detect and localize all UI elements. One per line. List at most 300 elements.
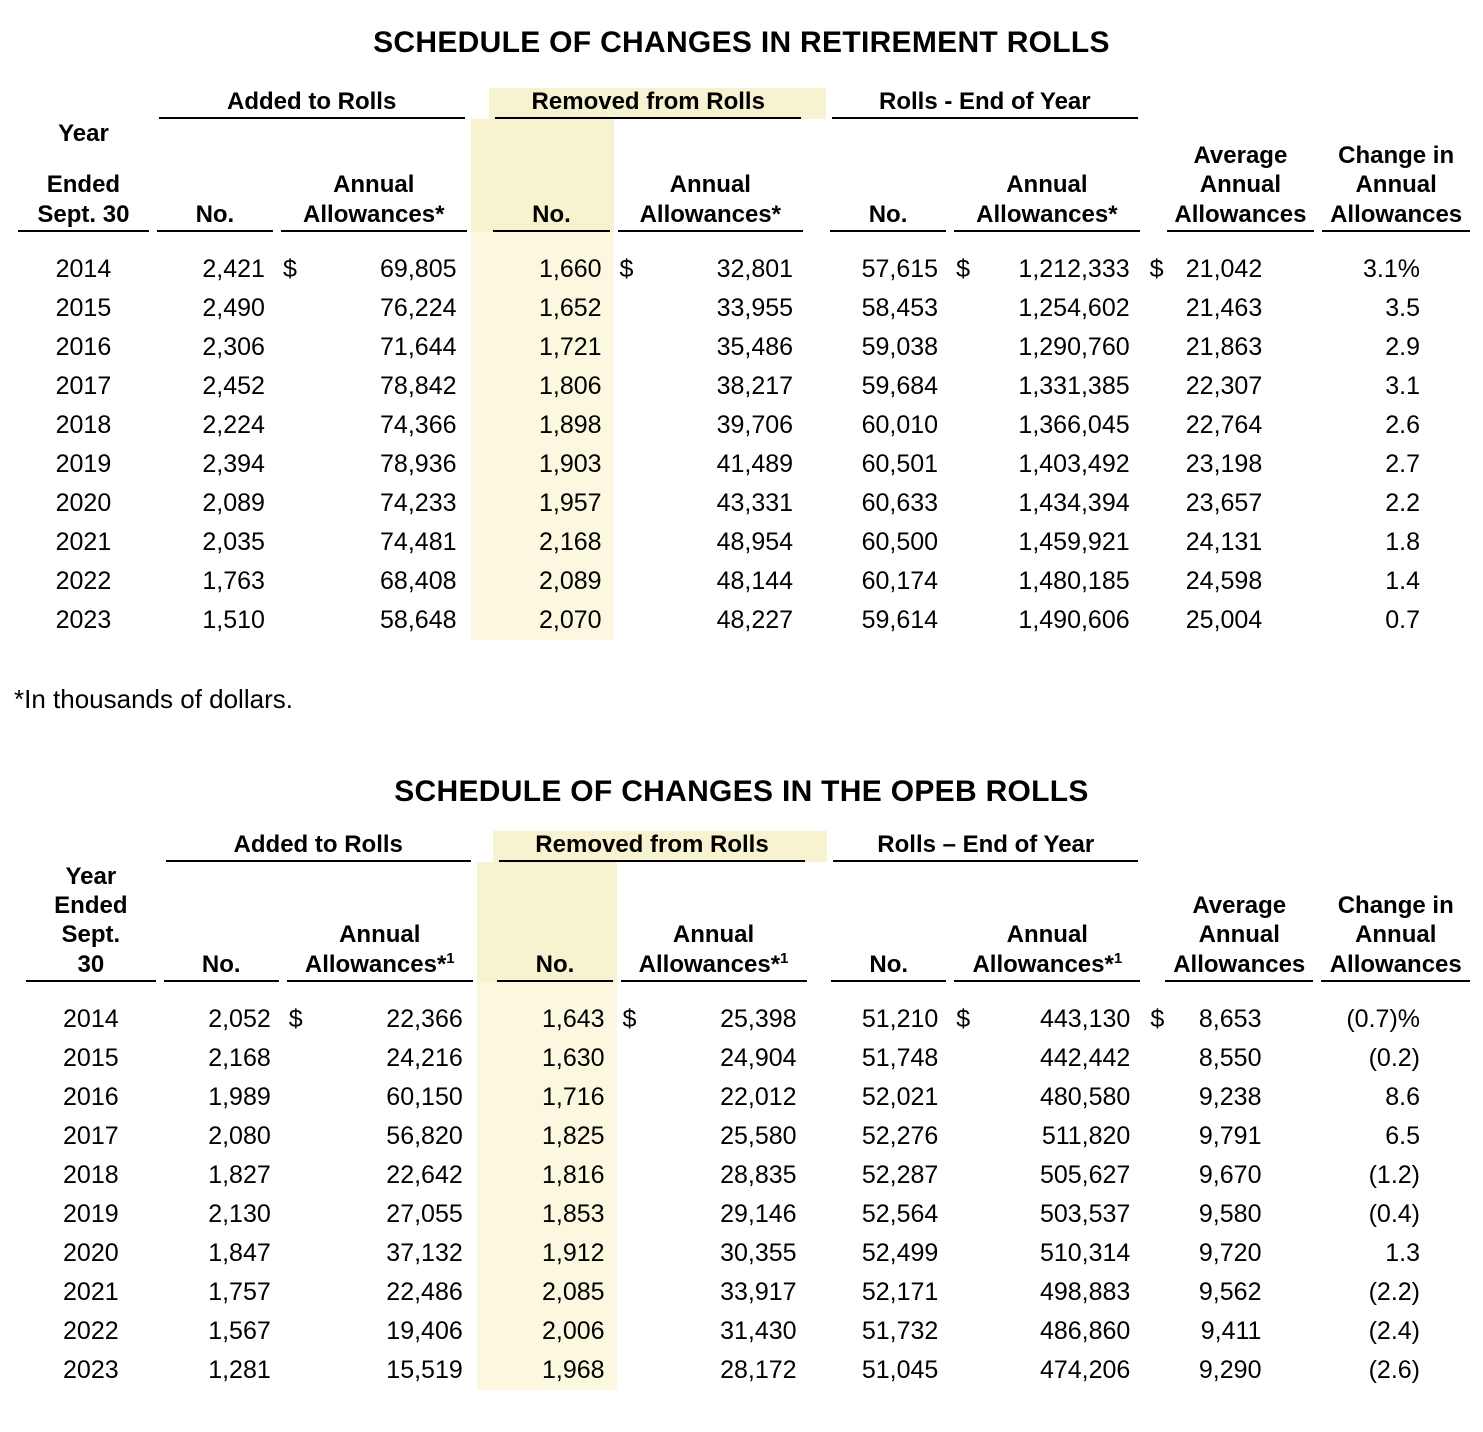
cell-average-currency: $: [1150, 1004, 1165, 1033]
cell-change-in-annual-allowances: 3.1: [1385, 371, 1420, 400]
cell-year: 2014: [55, 254, 112, 283]
subheader-removed-annual: Annual: [672, 921, 755, 949]
cell-removed-currency: $: [619, 254, 634, 283]
cell-added-currency: $: [282, 254, 297, 283]
cell-average-currency: [1144, 1195, 1161, 1234]
cell-gap-2: [811, 1156, 828, 1195]
table-row: [14, 289, 1474, 328]
cell-removed-currency: $: [622, 1004, 637, 1033]
subheader-end-allowances: [950, 119, 1144, 229]
cell-average-annual-allowances: 9,562: [1198, 1277, 1262, 1306]
cell-removed-no: 1,825: [493, 1117, 616, 1156]
subheader-added-no: No.: [195, 200, 235, 228]
cell-end-no: 51,732: [861, 1316, 939, 1345]
cell-end-no: 51,748: [861, 1043, 939, 1072]
cell-removed-no: 1,652: [489, 289, 613, 328]
cell-added-annual-allowances: 78,936: [380, 449, 457, 478]
cell-end-currency: [950, 1039, 988, 1078]
group-header-end-of-year: Rolls - End of Year: [879, 88, 1091, 115]
cell-change-in-annual-allowances: 2.6: [1385, 410, 1420, 439]
cell-gap-2: [807, 250, 826, 289]
cell-gap-1: [471, 289, 490, 328]
cell-removed-no: 1,660: [489, 250, 613, 289]
cell-removed-annual-allowances: 22,012: [720, 1082, 797, 1111]
cell-removed-annual-allowances: 48,227: [716, 605, 794, 634]
cell-removed-currency: [614, 601, 652, 640]
cell-added-no: 1,989: [208, 1082, 271, 1111]
footnote-in-thousands: *In thousands of dollars.: [14, 683, 293, 714]
cell-year: 2019: [63, 1199, 119, 1228]
subheader-average-line3: Allowances: [1173, 950, 1306, 978]
cell-gap-1: [477, 1351, 494, 1390]
cell-added-currency: [283, 1312, 321, 1351]
cell-gap-2: [811, 1312, 828, 1351]
cell-gap-2: [807, 367, 826, 406]
cell-end-no: 60,010: [861, 410, 939, 439]
group-header-removed: Removed from Rolls: [493, 831, 810, 859]
cell-average-currency: [1144, 1156, 1161, 1195]
cell-change-in-annual-allowances: 1.3: [1385, 1238, 1420, 1267]
cell-removed-annual-allowances: 35,486: [716, 332, 794, 361]
cell-change-in-annual-allowances: 0.7: [1385, 605, 1420, 634]
cell-year: 2020: [55, 488, 112, 517]
subheader-end-no: No.: [868, 200, 908, 228]
cell-gap-1: [477, 1312, 494, 1351]
cell-year: 2017: [55, 371, 112, 400]
cell-end-no: 59,614: [861, 605, 939, 634]
table-row: [22, 1117, 1474, 1156]
cell-gap-2: [811, 1078, 828, 1117]
table-row: [14, 367, 1474, 406]
cell-average-annual-allowances: 23,198: [1185, 449, 1263, 478]
subheader-change-line1: Change in: [1337, 892, 1454, 920]
cell-removed-no: 2,070: [489, 601, 613, 640]
cell-end-no: 60,501: [861, 449, 939, 478]
cell-gap-2: [807, 484, 826, 523]
cell-gap-2: [807, 289, 826, 328]
table-row: [14, 523, 1474, 562]
cell-removed-no: 1,721: [489, 328, 613, 367]
cell-end-no: 59,684: [861, 371, 939, 400]
cell-added-currency: [277, 562, 315, 601]
cell-average-annual-allowances: 21,463: [1185, 293, 1263, 322]
cell-gap-1: [471, 601, 490, 640]
table-row: [22, 1234, 1474, 1273]
cell-removed-currency: [617, 1156, 655, 1195]
cell-year: 2014: [63, 1004, 119, 1033]
cell-gap-1: [477, 1156, 494, 1195]
cell-average-annual-allowances: 25,004: [1185, 605, 1263, 634]
cell-gap-2: [811, 1039, 828, 1078]
cell-year: 2016: [55, 332, 112, 361]
cell-end-currency: [950, 484, 988, 523]
cell-added-annual-allowances: 19,406: [386, 1316, 463, 1345]
cell-change-in-annual-allowances: (2.6): [1368, 1355, 1420, 1384]
cell-added-annual-allowances: 60,150: [386, 1082, 463, 1111]
cell-removed-currency: [617, 1273, 655, 1312]
cell-added-no: 2,052: [208, 1004, 271, 1033]
table-row: [14, 445, 1474, 484]
cell-average-currency: [1144, 601, 1163, 640]
cell-gap-1: [477, 1000, 494, 1039]
cell-end-currency: [950, 1078, 988, 1117]
cell-removed-no: 1,716: [493, 1078, 616, 1117]
group-header-end-of-year: Rolls – End of Year: [877, 830, 1095, 858]
cell-removed-no: 1,853: [493, 1195, 616, 1234]
cell-year: 2015: [63, 1043, 119, 1072]
cell-year: 2016: [63, 1082, 119, 1111]
cell-average-currency: [1144, 1351, 1161, 1390]
table-row: [14, 601, 1474, 640]
subheader-removed-allowances-sup: 1: [780, 949, 789, 967]
table-group-header-row: [14, 88, 1474, 116]
cell-end-annual-allowances: 510,314: [1039, 1238, 1131, 1267]
cell-added-currency: $: [288, 1004, 303, 1033]
cell-average-annual-allowances: 9,238: [1198, 1082, 1262, 1111]
group-header-removed: Removed from Rolls: [489, 88, 807, 116]
subheader-added-allowances-star: Allowances*: [303, 200, 445, 228]
cell-end-currency: [950, 367, 988, 406]
subheader-average-line1: Average: [1193, 142, 1288, 169]
cell-average-annual-allowances: 9,791: [1198, 1121, 1262, 1150]
cell-added-currency: [283, 1195, 321, 1234]
cell-end-no: 52,021: [861, 1082, 939, 1111]
cell-average-currency: [1144, 289, 1163, 328]
cell-removed-annual-allowances: 24,904: [720, 1043, 797, 1072]
cell-removed-no: 2,168: [489, 523, 613, 562]
subheader-added-annual: Annual: [333, 171, 415, 199]
cell-end-currency: [950, 1273, 988, 1312]
cell-removed-currency: [617, 1312, 655, 1351]
cell-average-currency: [1144, 523, 1163, 562]
cell-added-currency: [277, 367, 315, 406]
cell-added-currency: [277, 289, 315, 328]
cell-gap-1: [471, 562, 490, 601]
cell-gap-2: [811, 1195, 828, 1234]
cell-average-annual-allowances: 9,670: [1198, 1160, 1262, 1189]
cell-added-currency: [283, 1351, 321, 1390]
cell-added-currency: [283, 1117, 321, 1156]
cell-end-currency: [950, 289, 988, 328]
subheader-end-allowances-sup: 1: [1113, 949, 1123, 967]
cell-added-no: 2,130: [208, 1199, 271, 1228]
table-row: [14, 562, 1474, 601]
cell-average-annual-allowances: 22,307: [1185, 371, 1263, 400]
subheader-added-allowances-text: Allowances*: [304, 950, 447, 978]
cell-change-in-annual-allowances: (2.4): [1368, 1316, 1420, 1345]
cell-removed-no: 1,816: [493, 1156, 616, 1195]
cell-added-currency: [277, 445, 315, 484]
cell-removed-annual-allowances: 28,835: [720, 1160, 797, 1189]
cell-end-no: 60,500: [861, 527, 939, 556]
cell-average-annual-allowances: 8,653: [1198, 1004, 1262, 1033]
cell-average-currency: [1144, 484, 1163, 523]
cell-removed-no: 1,898: [489, 406, 613, 445]
cell-removed-currency: [614, 562, 652, 601]
cell-added-no: 2,394: [202, 449, 265, 478]
cell-added-annual-allowances: 76,224: [380, 293, 457, 322]
subheader-change-line2: Annual: [1355, 171, 1437, 199]
cell-removed-currency: [617, 1117, 655, 1156]
table-row: [14, 406, 1474, 445]
cell-gap-1: [471, 328, 490, 367]
header-body-spacer: [14, 232, 1474, 250]
cell-gap-1: [477, 1078, 494, 1117]
cell-end-no: 58,453: [861, 293, 939, 322]
cell-year: 2022: [55, 566, 112, 595]
year-label-line3: Sept. 30: [37, 200, 130, 228]
cell-gap-1: [471, 445, 490, 484]
cell-end-annual-allowances: 1,254,602: [1018, 293, 1130, 322]
cell-removed-annual-allowances: 28,172: [720, 1355, 797, 1384]
cell-removed-annual-allowances: 38,217: [716, 371, 794, 400]
schedule-of-changes-in-retirement-rolls-table: [14, 88, 1474, 640]
cell-removed-annual-allowances: 32,801: [716, 254, 794, 283]
cell-end-no: 52,499: [861, 1238, 939, 1267]
subheader-end-annual: Annual: [1006, 921, 1088, 949]
cell-added-annual-allowances: 58,648: [380, 605, 457, 634]
cell-removed-annual-allowances: 25,398: [720, 1004, 797, 1033]
cell-average-currency: $: [1149, 254, 1164, 283]
year-label-line1: Year: [65, 862, 117, 890]
cell-year: 2021: [63, 1277, 119, 1306]
document-page: [0, 26, 1483, 1390]
subheader-removed-allowances: [617, 862, 811, 979]
cell-average-annual-allowances: 9,411: [1200, 1316, 1262, 1345]
table-subheader-row: [22, 862, 1474, 979]
cell-change-in-annual-allowances: (0.4): [1368, 1199, 1420, 1228]
subheader-change-line3: Allowances: [1329, 950, 1462, 978]
cell-gap-1: [471, 406, 490, 445]
cell-added-currency: [283, 1039, 321, 1078]
cell-year: 2020: [63, 1238, 119, 1267]
cell-average-annual-allowances: 23,657: [1185, 488, 1263, 517]
cell-average-annual-allowances: 22,764: [1185, 410, 1263, 439]
cell-removed-currency: [617, 1195, 655, 1234]
cell-change-in-annual-allowances: 1.8: [1385, 527, 1420, 556]
cell-end-currency: [950, 445, 988, 484]
subheader-change-line2: Annual: [1355, 921, 1437, 949]
subheader-change-line1: Change in: [1338, 142, 1455, 169]
cell-end-annual-allowances: 1,490,606: [1018, 605, 1130, 634]
cell-end-annual-allowances: 505,627: [1039, 1160, 1131, 1189]
subheader-end-allowances-star: [950, 950, 1144, 979]
cell-change-in-annual-allowances: (2.2): [1368, 1277, 1420, 1306]
subheader-removed-allowances-text: Allowances*: [638, 950, 781, 978]
page-title-retirement-rolls: [0, 26, 1483, 60]
cell-end-annual-allowances: 442,442: [1039, 1043, 1131, 1072]
cell-removed-annual-allowances: 48,954: [716, 527, 794, 556]
cell-removed-no: 1,957: [489, 484, 613, 523]
header-body-spacer: [22, 982, 1474, 1000]
subheader-added-allowances-star: [283, 950, 477, 979]
subheader-added-allowances: [283, 862, 477, 979]
cell-end-annual-allowances: 511,820: [1041, 1121, 1131, 1150]
cell-removed-annual-allowances: 30,355: [720, 1238, 797, 1267]
cell-gap-2: [811, 1117, 828, 1156]
cell-removed-annual-allowances: 25,580: [720, 1121, 797, 1150]
subheader-average-annual-allowances: [1161, 862, 1317, 979]
cell-removed-no: 1,912: [493, 1234, 616, 1273]
cell-removed-no: 1,968: [493, 1351, 616, 1390]
cell-removed-no: 1,903: [489, 445, 613, 484]
cell-change-in-annual-allowances: (0.2): [1368, 1043, 1420, 1072]
cell-average-currency: [1144, 1039, 1161, 1078]
cell-added-no: 2,306: [202, 332, 265, 361]
cell-added-annual-allowances: 71,644: [380, 332, 457, 361]
cell-end-currency: [950, 406, 988, 445]
year-column-label: [14, 119, 153, 229]
cell-end-annual-allowances: 1,290,760: [1018, 332, 1130, 361]
table-row: [22, 1351, 1474, 1390]
cell-added-annual-allowances: 22,366: [386, 1004, 463, 1033]
year-label-line4: 30: [77, 950, 105, 978]
schedule-of-changes-in-opeb-rolls-table: [22, 831, 1474, 1390]
cell-added-annual-allowances: 56,820: [386, 1121, 463, 1150]
cell-gap-1: [471, 250, 490, 289]
cell-added-annual-allowances: 69,805: [380, 254, 457, 283]
cell-added-no: 2,452: [202, 371, 265, 400]
cell-end-currency: [950, 1156, 988, 1195]
cell-added-annual-allowances: 37,132: [386, 1238, 463, 1267]
cell-removed-no: 1,643: [493, 1000, 616, 1039]
cell-change-in-annual-allowances: 6.5: [1385, 1121, 1420, 1150]
cell-average-annual-allowances: 24,131: [1185, 527, 1263, 556]
cell-average-currency: [1144, 367, 1163, 406]
cell-change-in-annual-allowances: 3.1%: [1363, 254, 1420, 283]
cell-gap-2: [811, 1000, 828, 1039]
cell-added-no: 2,035: [202, 527, 265, 556]
cell-end-no: 52,276: [861, 1121, 939, 1150]
cell-end-annual-allowances: 1,366,045: [1018, 410, 1130, 439]
cell-removed-no: 2,089: [489, 562, 613, 601]
cell-added-currency: [277, 523, 315, 562]
cell-gap-1: [471, 523, 490, 562]
cell-average-annual-allowances: 21,863: [1185, 332, 1263, 361]
cell-gap-1: [477, 1039, 494, 1078]
cell-change-in-annual-allowances: 2.9: [1385, 332, 1420, 361]
cell-change-in-annual-allowances: 2.2: [1385, 488, 1420, 517]
subheader-change-in-annual-allowances: [1318, 119, 1474, 229]
opeb-rolls-rows: [22, 1000, 1474, 1390]
cell-removed-no: 2,006: [493, 1312, 616, 1351]
cell-removed-currency: [614, 328, 652, 367]
cell-end-annual-allowances: 480,580: [1039, 1082, 1131, 1111]
cell-removed-currency: [614, 445, 652, 484]
cell-removed-currency: [614, 484, 652, 523]
cell-average-currency: [1144, 1078, 1161, 1117]
subheader-end-allowances-text: Allowances*: [972, 950, 1114, 978]
table-row: [22, 1000, 1474, 1039]
cell-change-in-annual-allowances: 2.7: [1385, 449, 1420, 478]
cell-removed-currency: [617, 1351, 655, 1390]
cell-added-currency: [277, 328, 315, 367]
cell-removed-currency: [617, 1039, 655, 1078]
cell-gap-1: [471, 484, 490, 523]
cell-end-no: 59,038: [861, 332, 939, 361]
cell-gap-2: [807, 523, 826, 562]
cell-average-annual-allowances: 8,550: [1198, 1043, 1262, 1072]
table-subheader-row: [14, 119, 1474, 229]
cell-average-annual-allowances: 9,290: [1198, 1355, 1262, 1384]
cell-gap-1: [477, 1234, 494, 1273]
cell-average-currency: [1144, 445, 1163, 484]
cell-average-currency: [1144, 1312, 1161, 1351]
retirement-rolls-rows: [14, 250, 1474, 640]
cell-added-no: 2,224: [202, 410, 265, 439]
cell-removed-currency: [614, 367, 652, 406]
cell-average-currency: [1144, 1273, 1161, 1312]
cell-added-currency: [277, 484, 315, 523]
cell-change-in-annual-allowances: 1.4: [1385, 566, 1420, 595]
cell-end-annual-allowances: 443,130: [1039, 1004, 1131, 1033]
cell-added-no: 2,490: [202, 293, 265, 322]
subheader-removed-allowances-star: [617, 950, 811, 979]
group-header-added: Added to Rolls: [233, 830, 403, 858]
cell-gap-1: [477, 1195, 494, 1234]
cell-removed-annual-allowances: 29,146: [720, 1199, 797, 1228]
cell-removed-annual-allowances: 33,955: [716, 293, 794, 322]
cell-average-annual-allowances: 9,580: [1198, 1199, 1262, 1228]
cell-removed-currency: [617, 1234, 655, 1273]
cell-removed-annual-allowances: 33,917: [720, 1277, 797, 1306]
cell-change-in-annual-allowances: 8.6: [1385, 1082, 1420, 1111]
page-title-opeb-rolls: [0, 775, 1483, 809]
cell-gap-2: [807, 601, 826, 640]
cell-added-annual-allowances: 74,366: [380, 410, 457, 439]
cell-added-no: 1,827: [208, 1160, 271, 1189]
table-row: [14, 250, 1474, 289]
cell-removed-annual-allowances: 39,706: [716, 410, 794, 439]
cell-change-in-annual-allowances: (0.7)%: [1346, 1004, 1420, 1033]
cell-added-no: 1,763: [202, 566, 265, 595]
subheader-removed-allowances: [614, 119, 808, 229]
cell-gap-1: [477, 1273, 494, 1312]
cell-removed-no: 1,630: [493, 1039, 616, 1078]
year-column-label: [22, 862, 160, 979]
subheader-average-line3: Allowances: [1174, 200, 1307, 228]
cell-added-currency: [283, 1078, 321, 1117]
subheader-average-line2: Annual: [1199, 171, 1282, 199]
cell-end-currency: [950, 1351, 988, 1390]
cell-removed-currency: [614, 406, 652, 445]
cell-added-annual-allowances: 78,842: [380, 371, 457, 400]
cell-end-annual-allowances: 1,331,385: [1018, 371, 1130, 400]
table-row: [22, 1039, 1474, 1078]
table-row: [22, 1273, 1474, 1312]
cell-added-no: 1,757: [208, 1277, 271, 1306]
cell-added-annual-allowances: 74,233: [380, 488, 457, 517]
subheader-end-no: No.: [869, 950, 909, 978]
subheader-added-no: No.: [201, 950, 241, 978]
cell-removed-currency: [614, 523, 652, 562]
table-row: [22, 1078, 1474, 1117]
cell-end-no: 52,171: [861, 1277, 939, 1306]
cell-added-currency: [283, 1273, 321, 1312]
cell-added-no: 1,567: [208, 1316, 271, 1345]
subheader-added-allowances: [277, 119, 471, 229]
cell-end-currency: $: [956, 254, 970, 283]
table-row: [22, 1312, 1474, 1351]
cell-removed-currency: [614, 289, 652, 328]
table-row: [14, 484, 1474, 523]
year-label-line3: Sept.: [61, 921, 121, 949]
cell-added-no: 1,510: [202, 605, 265, 634]
cell-end-annual-allowances: 486,860: [1039, 1316, 1131, 1345]
cell-year: 2018: [55, 410, 112, 439]
cell-added-no: 2,089: [202, 488, 265, 517]
cell-gap-2: [811, 1351, 828, 1390]
